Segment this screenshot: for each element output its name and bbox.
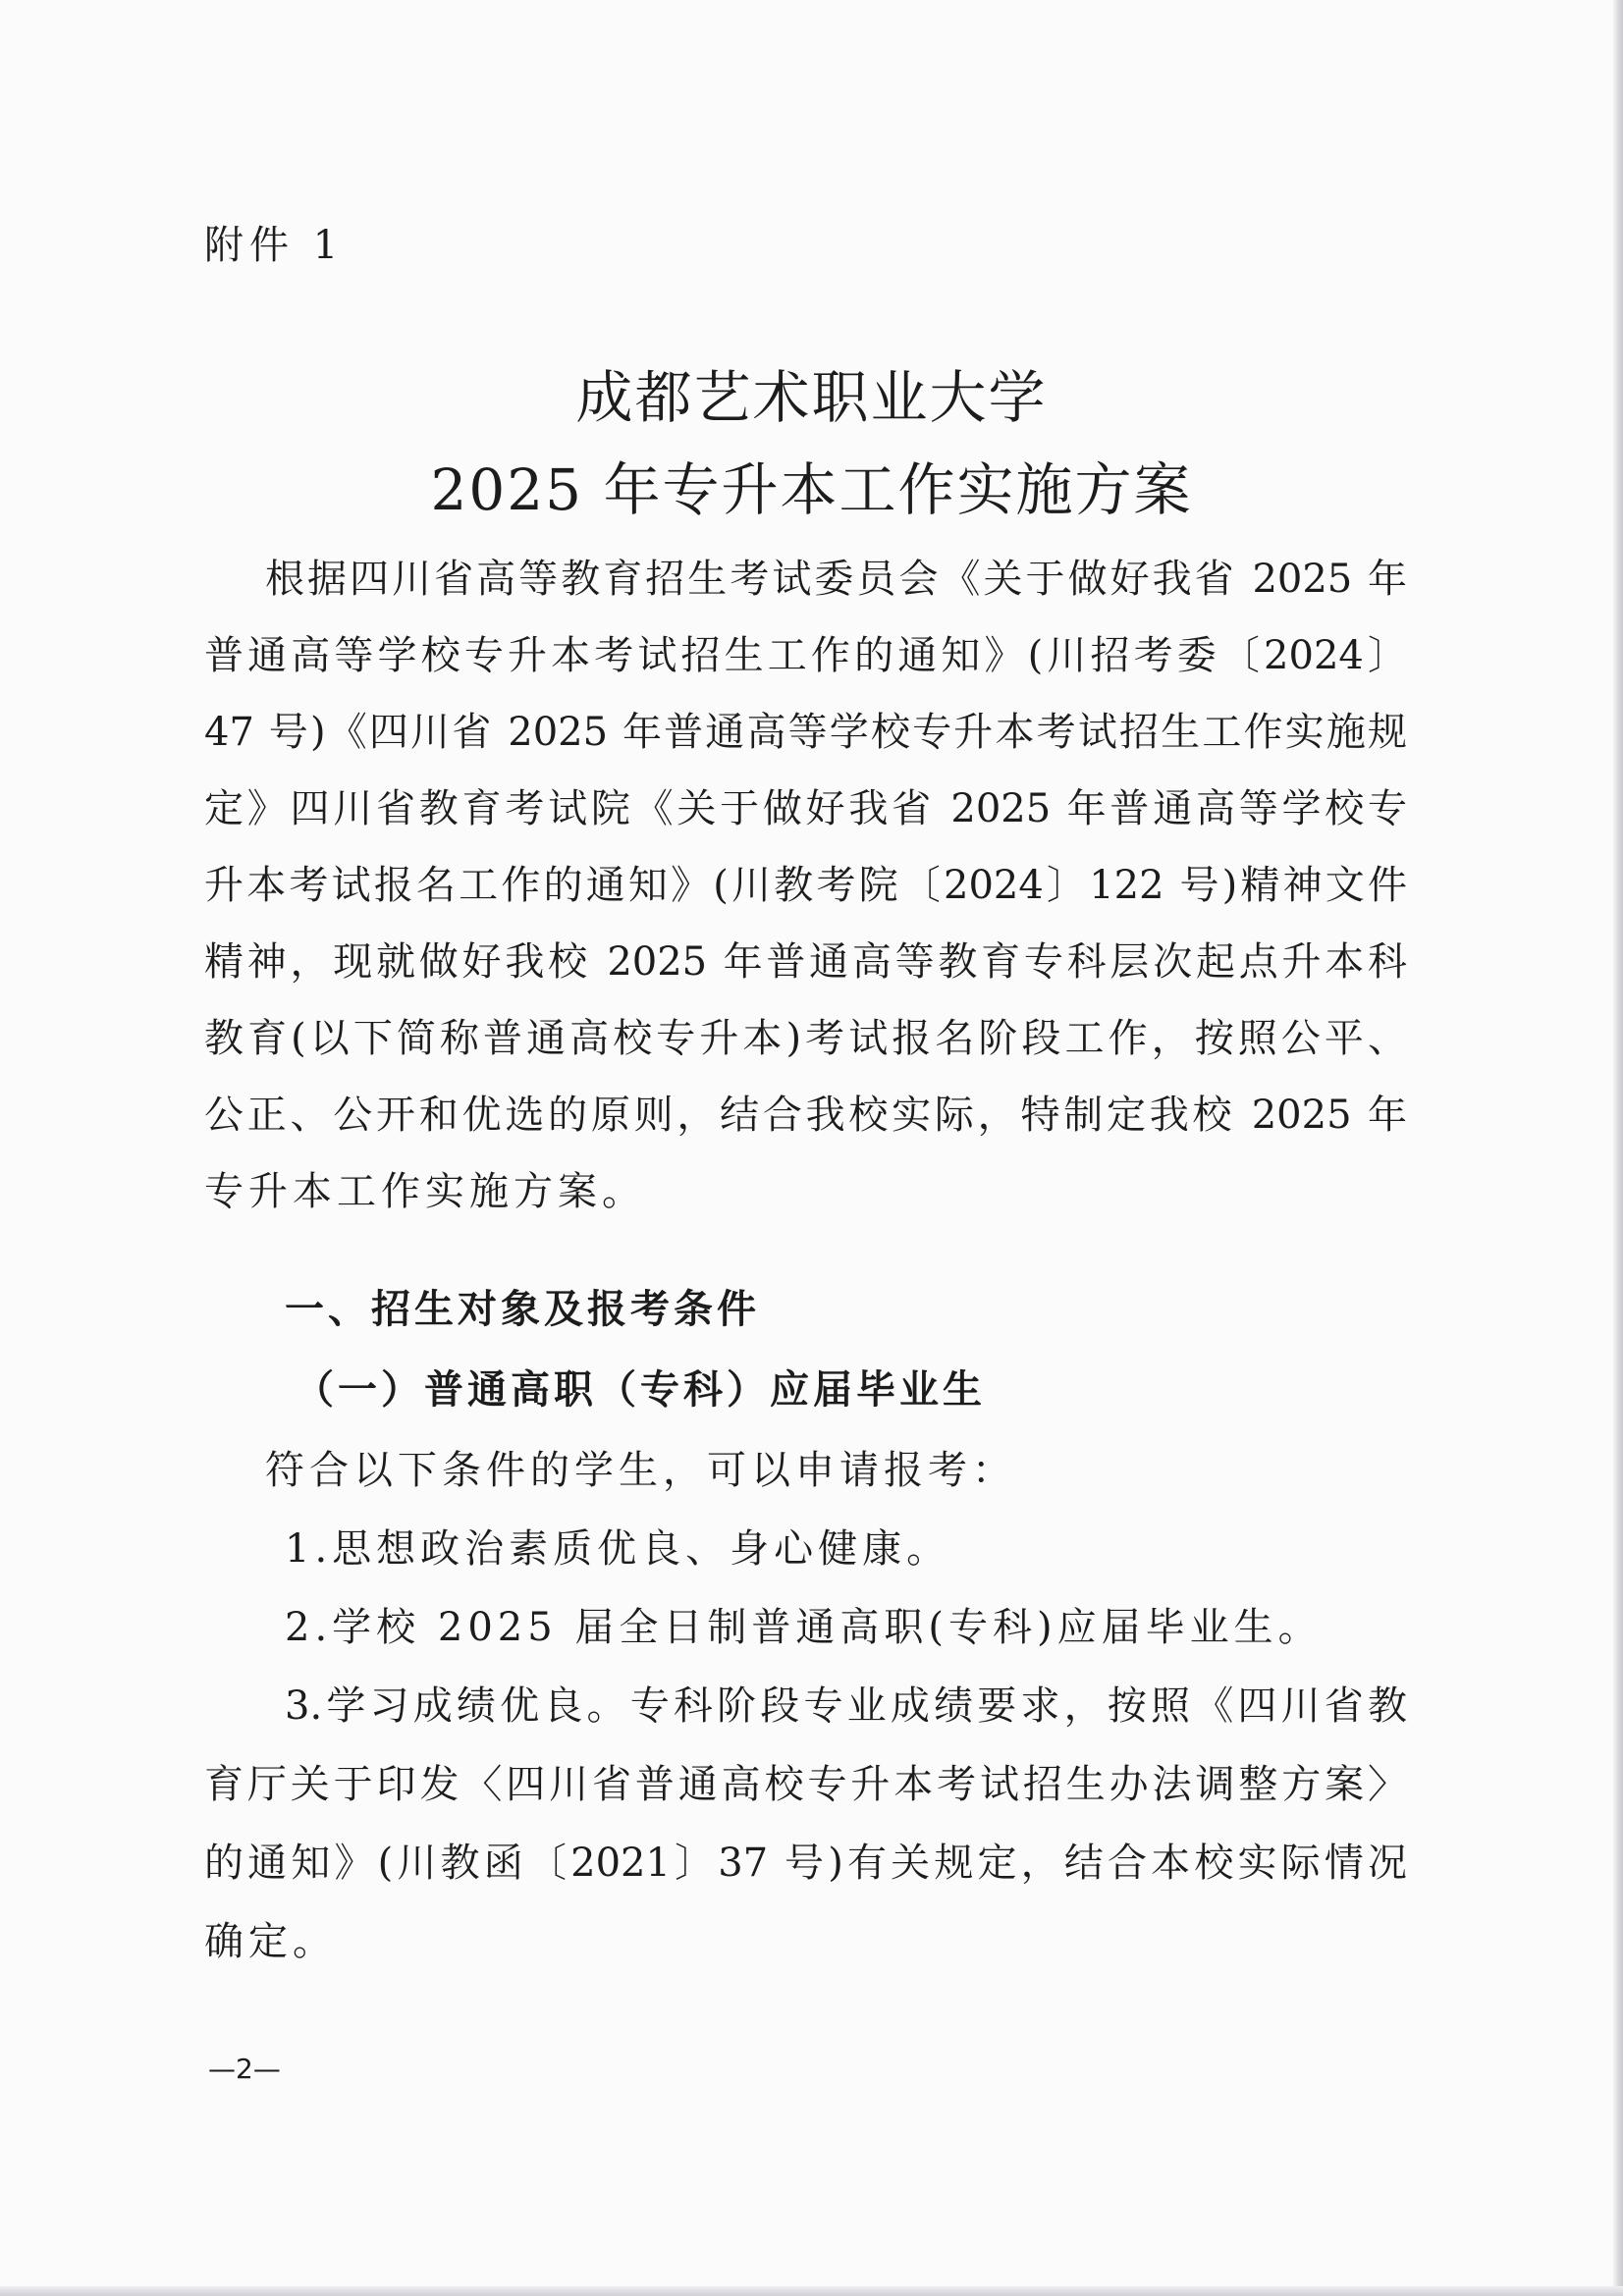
attachment-label: 附件 1 [204,223,345,268]
document-title-line-2: 2025 年专升本工作实施方案 [430,455,1193,523]
section-heading: 一、招生对象及报考条件 [285,1287,760,1332]
scan-edge-right [1613,0,1623,2296]
condition-item-continuation: 的通知》(川教函〔2021〕37 号)有关规定，结合本校实际情况 [204,1841,1407,1886]
intro-line: 公正、公开和优选的原则，结合我校实际，特制定我校 2025 年 [204,1093,1407,1138]
intro-line: 精神，现就做好我校 2025 年普通高等教育专科层次起点升本科 [204,939,1407,985]
eligibility-intro: 符合以下条件的学生，可以申请报考： [265,1448,1016,1493]
intro-line: 47 号)《四川省 2025 年普通高等学校专升本考试招生工作实施规 [204,710,1407,755]
scan-edge-bottom [0,2286,1623,2296]
document-title-line-1: 成都艺术职业大学 [575,363,1048,431]
intro-line: 普通高等学校专升本考试招生工作的通知》(川招考委〔2024〕 [204,633,1407,678]
subsection-heading: （一）普通高职（专科）应届毕业生 [295,1366,986,1413]
intro-line: 定》四川省教育考试院《关于做好我省 2025 年普通高等学校专 [204,786,1407,831]
condition-item-continuation: 育厅关于印发〈四川省普通高校专升本考试招生办法调整方案〉 [204,1762,1407,1807]
condition-item: 1.思想政治素质优良、身心健康。 [285,1526,951,1572]
intro-line: 升本考试报名工作的通知》(川教考院〔2024〕122 号)精神文件 [204,863,1407,908]
condition-item: 2.学校 2025 届全日制普通高职(专科)应届毕业生。 [285,1605,1323,1650]
intro-line: 教育(以下简称普通高校专升本)考试报名阶段工作，按照公平、 [204,1016,1407,1061]
intro-line: 根据四川省高等教育招生考试委员会《关于做好我省 2025 年 [265,557,1407,602]
intro-line: 专升本工作实施方案。 [204,1169,646,1214]
condition-item-continuation: 确定。 [204,1919,337,1964]
condition-item: 3.学习成绩优良。专科阶段专业成绩要求，按照《四川省教 [285,1683,1407,1729]
page-number: —2— [208,2053,281,2085]
